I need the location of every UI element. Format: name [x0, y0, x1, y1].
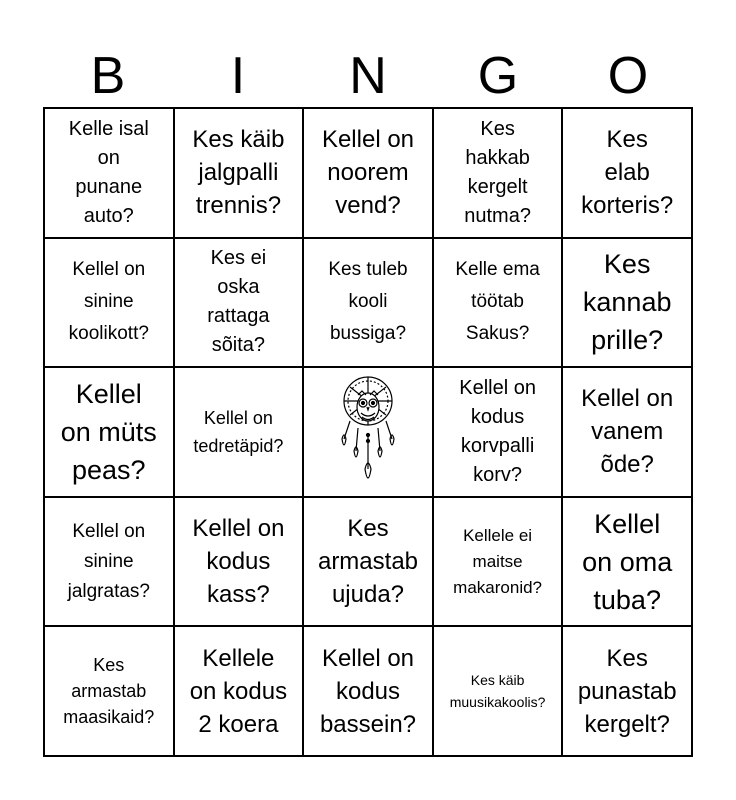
bingo-cell[interactable] — [433, 497, 563, 627]
bingo-cell[interactable] — [44, 497, 174, 627]
cell-text: Kellele on kodus 2 koera — [189, 644, 288, 738]
cell-text: Kellel on kodus korvpalli korv? — [459, 376, 536, 486]
cell-text: Kes armastab ujuda? — [317, 515, 419, 609]
cell-text: Kes käib muusikakoolis? — [449, 672, 546, 711]
bingo-cell[interactable] — [44, 108, 174, 238]
bingo-cell[interactable] — [303, 626, 433, 756]
cell-text: Kes tuleb kooli bussiga? — [328, 259, 408, 345]
bingo-cell[interactable] — [44, 626, 174, 756]
bingo-cell[interactable] — [433, 238, 563, 368]
bingo-cell[interactable] — [433, 626, 563, 756]
cell-text: Kes punastab kergelt? — [577, 644, 677, 738]
cell-text: Kellel on noorem vend? — [321, 126, 415, 220]
bingo-cell[interactable] — [44, 367, 174, 497]
bingo-cell[interactable] — [433, 367, 563, 497]
free-space-cell[interactable] — [303, 367, 433, 497]
owl-dreamcatcher-icon — [320, 373, 416, 491]
cell-text: Kelle ema töötab Sakus? — [455, 259, 540, 345]
bingo-grid — [43, 107, 693, 757]
bingo-cell[interactable] — [303, 238, 433, 368]
cell-text: Kellel on sinine koolikott? — [68, 259, 149, 345]
header-letter-n: N — [349, 47, 387, 105]
cell-text: Kellel on kodus bassein? — [319, 644, 417, 738]
cell-text: Kes käib jalgpalli trennis? — [192, 126, 285, 220]
bingo-cell[interactable] — [562, 626, 692, 756]
bingo-cell[interactable] — [174, 108, 304, 238]
cell-text: Kes elab korteris? — [581, 126, 674, 220]
bingo-cell[interactable] — [562, 367, 692, 497]
cell-text: Kes hakkab kergelt nutma? — [464, 117, 531, 227]
cell-text: Kellele ei maitse makaronid? — [453, 525, 542, 597]
cell-text: Kelle isal on punane auto? — [68, 117, 149, 227]
cell-text: Kellel on oma tuba? — [582, 508, 673, 615]
bingo-cell[interactable] — [433, 108, 563, 238]
cell-text: Kes kannab prille? — [582, 249, 672, 356]
bingo-cell[interactable] — [303, 497, 433, 627]
header-letter-o: O — [607, 47, 649, 105]
bingo-cell[interactable] — [44, 238, 174, 368]
bingo-cell[interactable] — [174, 497, 304, 627]
bingo-cell[interactable] — [562, 238, 692, 368]
cell-text: Kes ei oska rattaga sõita? — [207, 247, 270, 357]
header-letter-i: I — [230, 47, 246, 105]
header-letter-b: B — [90, 47, 126, 105]
cell-text: Kellel on kodus kass? — [192, 515, 285, 609]
cell-text: Kellel on vanem õde? — [581, 385, 674, 479]
bingo-cell[interactable] — [174, 238, 304, 368]
cell-text: Kellel on müts peas? — [60, 378, 157, 485]
bingo-cell[interactable] — [562, 497, 692, 627]
cell-text: Kellel on sinine jalgratas? — [67, 520, 150, 602]
bingo-cell[interactable] — [174, 367, 304, 497]
header-letter-g: G — [477, 47, 519, 105]
bingo-cell[interactable] — [174, 626, 304, 756]
cell-text: Kes armastab maasikaid? — [63, 655, 155, 728]
bingo-cell[interactable] — [303, 108, 433, 238]
bingo-cell[interactable] — [562, 108, 692, 238]
cell-text: Kellel on tedretäpid? — [193, 407, 284, 456]
bingo-header — [43, 48, 693, 104]
